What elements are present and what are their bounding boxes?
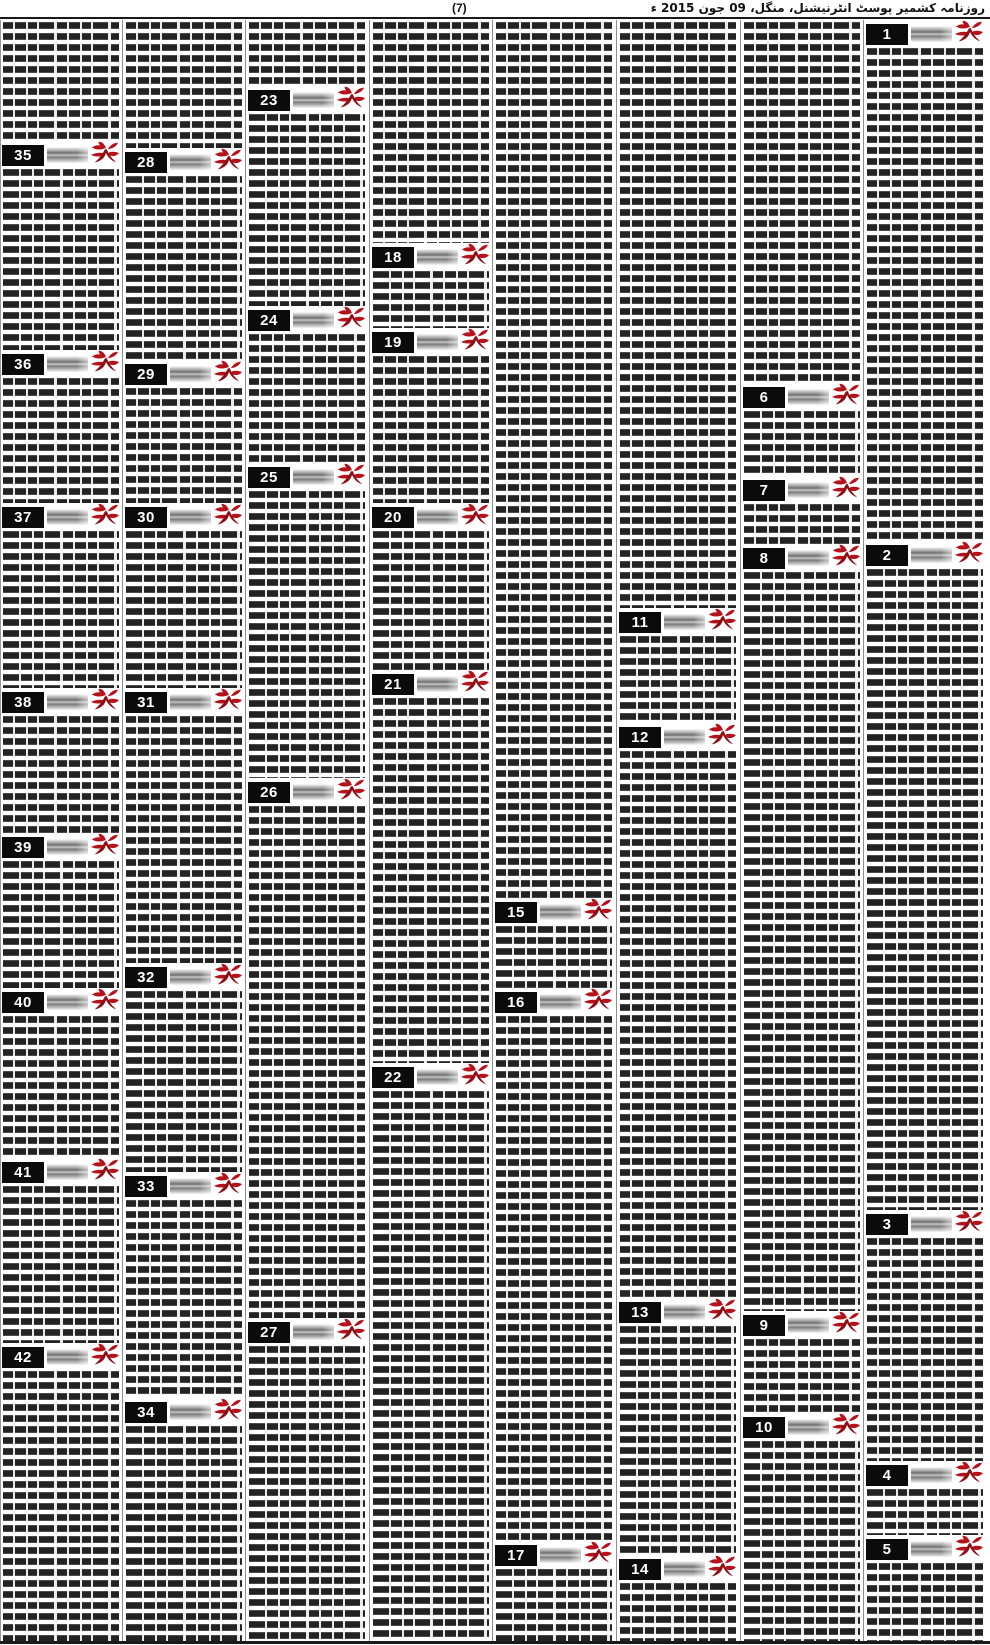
blurred-headline-bar — [47, 1349, 88, 1365]
section-number-badge: 4 — [866, 1465, 908, 1486]
greeked-urdu-text-block — [3, 1369, 119, 1641]
greeked-urdu-text-block — [249, 1344, 365, 1641]
chinar-leaf-icon — [213, 147, 243, 173]
section-header-10 — [743, 1415, 861, 1439]
section-header-21 — [372, 672, 490, 696]
chinar-leaf-icon — [831, 475, 861, 501]
section-number-badge: 1 — [866, 24, 908, 45]
chinar-leaf-icon — [90, 502, 120, 528]
section-number-badge: 15 — [495, 902, 537, 923]
section-header-16 — [495, 990, 613, 1014]
section-header-19 — [372, 330, 490, 354]
chinar-leaf-icon — [460, 1062, 490, 1088]
greeked-urdu-text-block — [744, 570, 860, 1311]
blurred-headline-bar — [170, 366, 211, 382]
section-header-39 — [2, 835, 120, 859]
column-5 — [372, 20, 490, 1641]
blurred-headline-bar — [788, 1419, 829, 1435]
chinar-leaf-icon — [336, 305, 366, 331]
chinar-leaf-icon — [831, 543, 861, 569]
chinar-leaf-icon — [213, 359, 243, 385]
section-number-badge: 7 — [743, 480, 785, 501]
blurred-headline-bar — [417, 509, 458, 525]
chinar-leaf-icon — [213, 502, 243, 528]
blurred-headline-bar — [170, 1178, 211, 1194]
greeked-urdu-text-block — [496, 1567, 612, 1641]
column-8 — [2, 20, 120, 1641]
section-number-badge: 5 — [866, 1539, 908, 1560]
section-header-12 — [619, 725, 737, 749]
blurred-headline-bar — [911, 26, 952, 42]
section-header-20 — [372, 505, 490, 529]
greeked-urdu-text-block — [3, 1014, 119, 1158]
section-header-36 — [2, 352, 120, 376]
greeked-urdu-text-block — [249, 20, 365, 86]
section-number-badge: 25 — [248, 467, 290, 488]
greeked-urdu-text-block — [867, 567, 983, 1210]
blurred-headline-bar — [417, 1069, 458, 1085]
chinar-leaf-icon — [90, 832, 120, 858]
blurred-headline-bar — [788, 550, 829, 566]
blurred-headline-bar — [664, 1561, 705, 1577]
blurred-headline-bar — [170, 154, 211, 170]
greeked-urdu-text-block — [620, 1324, 736, 1555]
section-number-badge: 18 — [372, 247, 414, 268]
column-1 — [866, 20, 984, 1641]
greeked-urdu-text-block — [744, 1337, 860, 1413]
chinar-leaf-icon — [707, 722, 737, 748]
blurred-headline-bar — [911, 547, 952, 563]
section-number-badge: 23 — [248, 90, 290, 111]
chinar-leaf-icon — [336, 85, 366, 111]
section-header-5 — [866, 1537, 984, 1561]
section-number-badge: 40 — [2, 992, 44, 1013]
chinar-leaf-icon — [460, 502, 490, 528]
chinar-leaf-icon — [90, 140, 120, 166]
section-number-badge: 41 — [2, 1162, 44, 1183]
section-number-badge: 20 — [372, 507, 414, 528]
blurred-headline-bar — [911, 1541, 952, 1557]
greeked-urdu-text-block — [373, 354, 489, 503]
section-number-badge: 42 — [2, 1347, 44, 1368]
blurred-headline-bar — [788, 389, 829, 405]
chinar-leaf-icon — [954, 1460, 984, 1486]
greeked-urdu-text-block — [3, 529, 119, 688]
section-header-30 — [125, 505, 243, 529]
section-number-badge: 22 — [372, 1067, 414, 1088]
greeked-urdu-text-block — [373, 696, 489, 1063]
masthead-title: روزنامہ کشمیر پوسٹ انٹرنیشنل، منگل، 09 جون 2015 ء — [650, 1, 985, 15]
section-header-27 — [248, 1320, 366, 1344]
column-7 — [125, 20, 243, 1641]
chinar-leaf-icon — [707, 1297, 737, 1323]
column-separator-7 — [863, 20, 864, 1641]
chinar-leaf-icon — [213, 687, 243, 713]
blurred-headline-bar — [664, 614, 705, 630]
greeked-urdu-text-block — [126, 386, 242, 503]
section-header-33 — [125, 1174, 243, 1198]
blurred-headline-bar — [170, 509, 211, 525]
section-header-11 — [619, 610, 737, 634]
blurred-headline-bar — [788, 1317, 829, 1333]
section-header-38 — [2, 690, 120, 714]
blurred-headline-bar — [417, 249, 458, 265]
blurred-headline-bar — [293, 1324, 334, 1340]
section-header-2 — [866, 543, 984, 567]
blurred-headline-bar — [540, 994, 581, 1010]
section-number-badge: 17 — [495, 1545, 537, 1566]
blurred-headline-bar — [47, 147, 88, 163]
chinar-leaf-icon — [831, 1412, 861, 1438]
greeked-urdu-text-block — [126, 1198, 242, 1398]
blurred-headline-bar — [911, 1467, 952, 1483]
section-number-badge: 16 — [495, 992, 537, 1013]
greeked-urdu-text-block — [3, 859, 119, 988]
blurred-headline-bar — [47, 839, 88, 855]
section-header-17 — [495, 1543, 613, 1567]
blurred-headline-bar — [170, 969, 211, 985]
greeked-urdu-text-block — [3, 714, 119, 833]
blurred-headline-bar — [47, 509, 88, 525]
section-header-8 — [743, 546, 861, 570]
greeked-urdu-text-block — [126, 20, 242, 148]
column-2 — [743, 20, 861, 1641]
section-header-3 — [866, 1212, 984, 1236]
section-number-badge: 36 — [2, 354, 44, 375]
greeked-urdu-text-block — [496, 924, 612, 988]
page-left-rule — [0, 20, 1, 1641]
page-bottom-rule — [0, 1641, 990, 1644]
greeked-urdu-text-block — [3, 167, 119, 350]
greeked-urdu-text-block — [249, 804, 365, 1318]
section-number-badge: 27 — [248, 1322, 290, 1343]
section-number-badge: 24 — [248, 310, 290, 331]
column-4 — [495, 20, 613, 1641]
chinar-leaf-icon — [954, 1209, 984, 1235]
column-6 — [248, 20, 366, 1641]
section-header-13 — [619, 1300, 737, 1324]
greeked-urdu-text-block — [126, 989, 242, 1172]
greeked-urdu-text-block — [744, 502, 860, 544]
chinar-leaf-icon — [707, 607, 737, 633]
blurred-headline-bar — [540, 1547, 581, 1563]
section-number-badge: 37 — [2, 507, 44, 528]
chinar-leaf-icon — [213, 1171, 243, 1197]
chinar-leaf-icon — [90, 1342, 120, 1368]
chinar-leaf-icon — [336, 1317, 366, 1343]
section-number-badge: 10 — [743, 1417, 785, 1438]
section-header-42 — [2, 1345, 120, 1369]
section-header-23 — [248, 88, 366, 112]
greeked-urdu-text-block — [373, 529, 489, 670]
blurred-headline-bar — [293, 312, 334, 328]
chinar-leaf-icon — [90, 1157, 120, 1183]
blurred-headline-bar — [417, 676, 458, 692]
section-number-badge: 19 — [372, 332, 414, 353]
greeked-urdu-text-block — [126, 1424, 242, 1641]
chinar-leaf-icon — [954, 19, 984, 45]
greeked-urdu-text-block — [744, 20, 860, 383]
chinar-leaf-icon — [954, 1534, 984, 1560]
chinar-leaf-icon — [954, 540, 984, 566]
chinar-leaf-icon — [831, 382, 861, 408]
greeked-urdu-text-block — [867, 46, 983, 541]
greeked-urdu-text-block — [867, 1561, 983, 1641]
blurred-headline-bar — [417, 334, 458, 350]
section-header-29 — [125, 362, 243, 386]
chinar-leaf-icon — [336, 462, 366, 488]
blurred-headline-bar — [47, 694, 88, 710]
chinar-leaf-icon — [90, 987, 120, 1013]
chinar-leaf-icon — [831, 1310, 861, 1336]
column-separator-3 — [369, 20, 370, 1641]
blurred-headline-bar — [170, 694, 211, 710]
blurred-headline-bar — [293, 784, 334, 800]
chinar-leaf-icon — [90, 687, 120, 713]
section-header-14 — [619, 1557, 737, 1581]
blurred-headline-bar — [47, 356, 88, 372]
section-number-badge: 12 — [619, 727, 661, 748]
section-header-18 — [372, 245, 490, 269]
section-number-badge: 32 — [125, 967, 167, 988]
greeked-urdu-text-block — [496, 1014, 612, 1541]
chinar-leaf-icon — [213, 962, 243, 988]
section-header-4 — [866, 1463, 984, 1487]
section-header-40 — [2, 990, 120, 1014]
section-header-35 — [2, 143, 120, 167]
blurred-headline-bar — [293, 92, 334, 108]
column-separator-6 — [740, 20, 741, 1641]
section-number-badge: 8 — [743, 548, 785, 569]
chinar-leaf-icon — [460, 669, 490, 695]
section-header-28 — [125, 150, 243, 174]
greeked-urdu-text-block — [249, 489, 365, 778]
section-header-25 — [248, 465, 366, 489]
chinar-leaf-icon — [336, 777, 366, 803]
blurred-headline-bar — [911, 1216, 952, 1232]
section-number-badge: 35 — [2, 145, 44, 166]
section-header-32 — [125, 965, 243, 989]
greeked-urdu-text-block — [373, 20, 489, 243]
masthead-divider-rule — [0, 17, 990, 19]
greeked-urdu-text-block — [744, 1439, 860, 1641]
page-number: (7) — [452, 1, 467, 15]
greeked-urdu-text-block — [620, 1581, 736, 1641]
section-number-badge: 21 — [372, 674, 414, 695]
column-separator-2 — [245, 20, 246, 1641]
section-header-31 — [125, 690, 243, 714]
section-number-badge: 31 — [125, 692, 167, 713]
section-number-badge: 33 — [125, 1176, 167, 1197]
column-3 — [619, 20, 737, 1641]
chinar-leaf-icon — [90, 349, 120, 375]
section-header-9 — [743, 1313, 861, 1337]
section-header-34 — [125, 1400, 243, 1424]
section-number-badge: 29 — [125, 364, 167, 385]
masthead — [0, 0, 990, 18]
section-header-26 — [248, 780, 366, 804]
blurred-headline-bar — [540, 904, 581, 920]
greeked-urdu-text-block — [126, 714, 242, 963]
greeked-urdu-text-block — [867, 1487, 983, 1535]
column-separator-4 — [492, 20, 493, 1641]
greeked-urdu-text-block — [126, 529, 242, 688]
greeked-urdu-text-block — [867, 1236, 983, 1461]
section-number-badge: 30 — [125, 507, 167, 528]
greeked-urdu-text-block — [496, 20, 612, 898]
greeked-urdu-text-block — [249, 332, 365, 463]
section-number-badge: 11 — [619, 612, 661, 633]
section-number-badge: 14 — [619, 1559, 661, 1580]
section-header-37 — [2, 505, 120, 529]
blurred-headline-bar — [47, 1164, 88, 1180]
greeked-urdu-text-block — [620, 20, 736, 608]
greeked-urdu-text-block — [620, 749, 736, 1298]
section-number-badge: 9 — [743, 1315, 785, 1336]
chinar-leaf-icon — [707, 1554, 737, 1580]
section-header-22 — [372, 1065, 490, 1089]
section-header-15 — [495, 900, 613, 924]
greeked-urdu-text-block — [249, 112, 365, 306]
section-number-badge: 34 — [125, 1402, 167, 1423]
section-header-24 — [248, 308, 366, 332]
chinar-leaf-icon — [460, 327, 490, 353]
section-number-badge: 13 — [619, 1302, 661, 1323]
section-header-1 — [866, 22, 984, 46]
section-number-badge: 26 — [248, 782, 290, 803]
chinar-leaf-icon — [213, 1397, 243, 1423]
column-separator-1 — [122, 20, 123, 1641]
blurred-headline-bar — [664, 1304, 705, 1320]
section-header-7 — [743, 478, 861, 502]
section-header-6 — [743, 385, 861, 409]
chinar-leaf-icon — [460, 242, 490, 268]
chinar-leaf-icon — [583, 1540, 613, 1566]
chinar-leaf-icon — [583, 987, 613, 1013]
greeked-urdu-text-block — [744, 409, 860, 476]
section-header-41 — [2, 1160, 120, 1184]
section-number-badge: 2 — [866, 545, 908, 566]
greeked-urdu-text-block — [126, 174, 242, 360]
greeked-urdu-text-block — [620, 634, 736, 723]
section-number-badge: 3 — [866, 1214, 908, 1235]
column-separator-5 — [616, 20, 617, 1641]
blurred-headline-bar — [170, 1404, 211, 1420]
section-number-badge: 28 — [125, 152, 167, 173]
greeked-urdu-text-block — [3, 376, 119, 503]
blurred-headline-bar — [664, 729, 705, 745]
blurred-headline-bar — [788, 482, 829, 498]
greeked-urdu-text-block — [3, 20, 119, 141]
section-number-badge: 39 — [2, 837, 44, 858]
section-number-badge: 38 — [2, 692, 44, 713]
greeked-urdu-text-block — [373, 1089, 489, 1641]
greeked-urdu-text-block — [373, 269, 489, 328]
section-number-badge: 6 — [743, 387, 785, 408]
greeked-urdu-text-block — [3, 1184, 119, 1343]
blurred-headline-bar — [293, 469, 334, 485]
chinar-leaf-icon — [583, 897, 613, 923]
blurred-headline-bar — [47, 994, 88, 1010]
